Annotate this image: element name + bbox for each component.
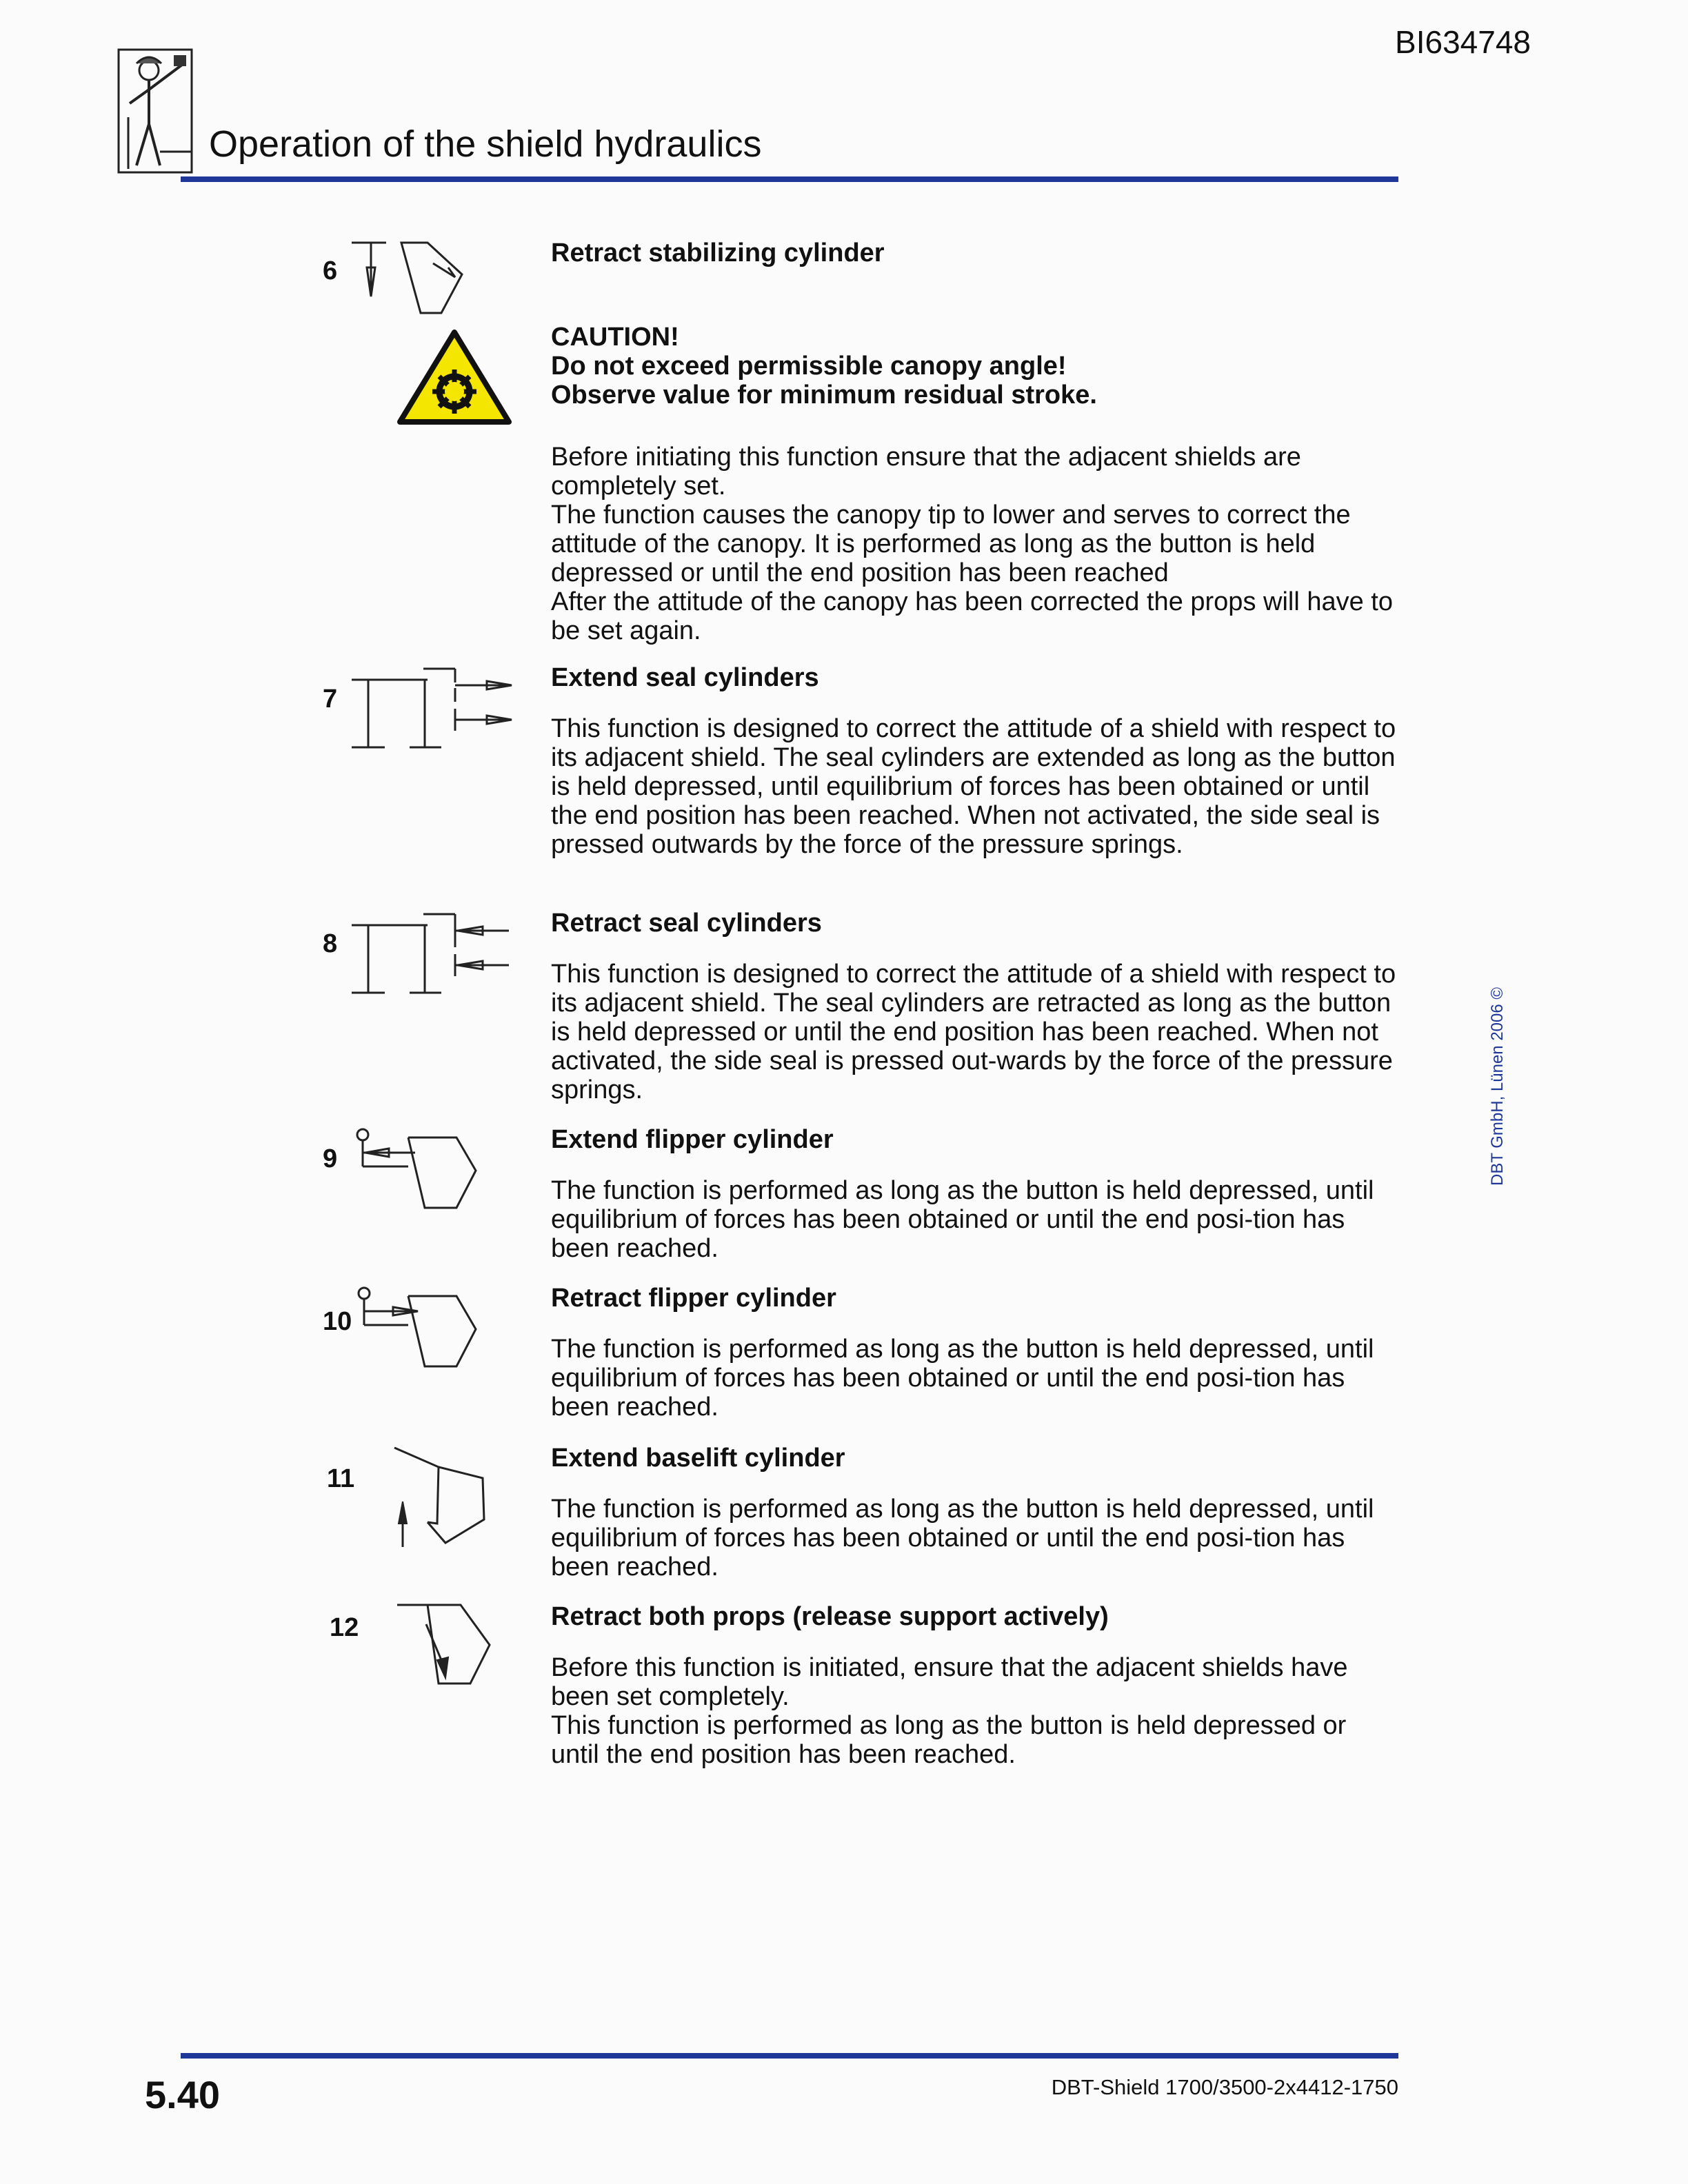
caution-box	[551, 323, 1399, 410]
caution-title: CAUTION!	[551, 323, 679, 352]
retract-props-symbol-icon	[396, 1604, 499, 1690]
function-number: 11	[327, 1464, 355, 1493]
function-number: 12	[330, 1613, 359, 1642]
retract-stabilizer-symbol-icon	[352, 241, 469, 321]
function-number: 9	[323, 1144, 338, 1173]
extend-seal-symbol-icon	[352, 667, 514, 754]
caution-line-2: Observe value for minimum residual stroke.	[551, 381, 1097, 410]
section-6-heading: Retract stabilizing cylinder	[551, 239, 885, 267]
section-12: Retract both props (release support actively) Before this function is initiated, ensure that the adjacent shields have been set completely. This function is performed as long as the button is held depressed or until the end position has been reached.	[551, 1602, 1348, 1769]
header-rule	[181, 176, 1398, 182]
miner-logo-icon	[116, 48, 199, 176]
section-10: Retract flipper cylinder The function is performed as long as the button is held depressed, until equilibrium of forces has been obtained or until the end posi-tion has been reached.	[551, 1284, 1374, 1422]
page-title: Operation of the shield hydraulics	[209, 123, 762, 165]
retract-seal-symbol-icon	[352, 913, 514, 999]
section-6-body: Before initiating this function ensure that the adjacent shields are completely set. The function causes the canopy tip to lower and serves to correct the attitude of the canopy. It is performed as long as the button is held depressed or until the end position has been reached After the attitude of the canopy has been corrected the props will have to be set again.	[551, 443, 1393, 645]
copyright-notice: DBT GmbH, Lünen 2006 ©	[1488, 987, 1507, 1186]
retract-flipper-symbol-icon	[353, 1286, 477, 1373]
extend-baselift-symbol-icon	[390, 1446, 494, 1553]
section-7: Extend seal cylinders This function is designed to correct the attitude of a shield with respect to its adjacent shield. The seal cylinders are extended as long as the button is held depressed, until equilibrium of forces has been obtained or until the end position has been reached. When not activated, the side seal is pressed outwards by the force of the pressure springs.	[551, 663, 1396, 859]
section-9: Extend flipper cylinder The function is performed as long as the button is held depressed, until equilibrium of forces has been obtained or until the end posi-tion has been reached.	[551, 1125, 1374, 1263]
caution-line-1: Do not exceed permissible canopy angle!	[551, 352, 1067, 381]
function-number: 7	[323, 685, 338, 714]
page-number: 5.40	[145, 2073, 220, 2116]
section-11: Extend baselift cylinder The function is performed as long as the button is held depressed, until equilibrium of forces has been obtained or until the end posi-tion has been reached.	[551, 1444, 1374, 1581]
footer-rule	[181, 2053, 1398, 2059]
warning-triangle-icon	[397, 330, 512, 426]
function-number: 10	[323, 1307, 352, 1336]
function-number: 6	[323, 256, 338, 285]
product-reference: DBT-Shield 1700/3500-2x4412-1750	[1051, 2075, 1398, 2099]
extend-flipper-symbol-icon	[353, 1128, 477, 1214]
function-number: 8	[323, 929, 338, 958]
section-8: Retract seal cylinders This function is designed to correct the attitude of a shield with respect to its adjacent shield. The seal cylinders are retracted as long as the button is held depressed or until the end position has been reached. When not activated, the side seal is pressed out-wards by the force of the pressure springs.	[551, 909, 1396, 1104]
document-id: BI634748	[1395, 24, 1531, 60]
